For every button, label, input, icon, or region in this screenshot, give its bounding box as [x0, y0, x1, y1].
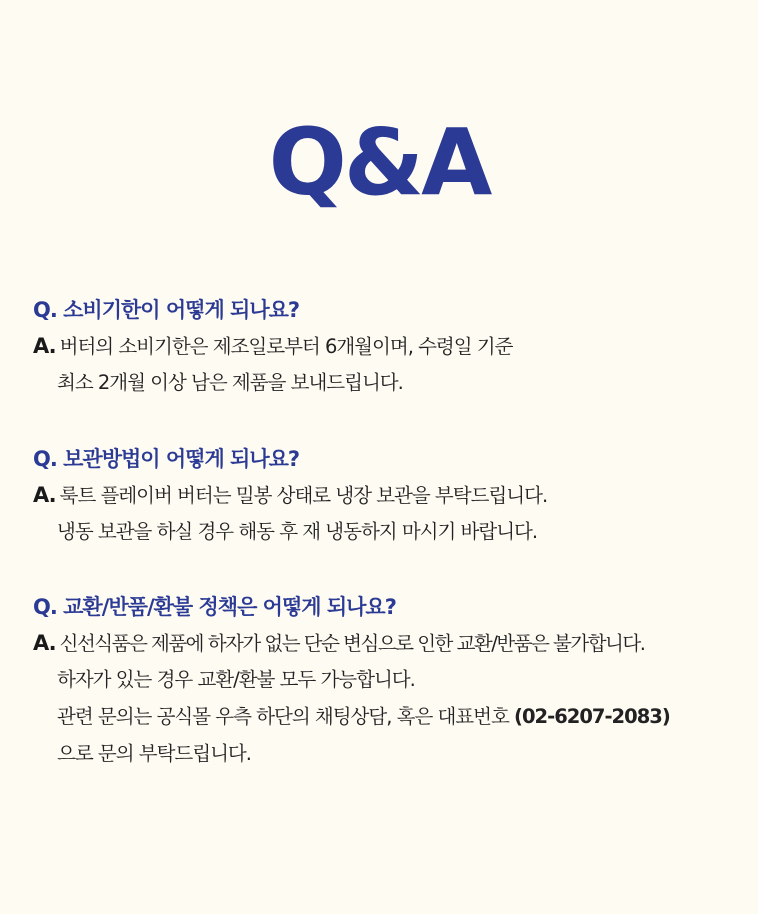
answer-block — [33, 483, 733, 557]
answer-text: 하자가 있는 경우 교환/환불 모두 가능합니다. — [57, 668, 415, 691]
page-title: Q&A — [268, 109, 490, 216]
question-text: Q. 교환/반품/환불 정책은 어떻게 되나요? — [33, 595, 396, 619]
answer-mark: A. — [33, 631, 56, 655]
answer-line — [33, 483, 733, 520]
qa-item-storage — [33, 447, 733, 557]
answer-text: 냉동 보관을 하실 경우 해동 후 재 냉동하지 마시기 바랍니다. — [57, 520, 538, 543]
answer-line — [33, 520, 733, 557]
phone-number: (02-6207-2083) — [514, 705, 670, 728]
answer-line — [33, 742, 733, 779]
answer-text: 최소 2개월 이상 남은 제품을 보내드립니다. — [57, 371, 403, 394]
question-text: Q. 소비기한이 어떻게 되나요? — [33, 298, 300, 322]
qa-item-expiration — [33, 298, 733, 408]
answer-line — [33, 334, 733, 371]
answer-line — [33, 668, 733, 705]
answer-line — [33, 371, 733, 408]
answer-block — [33, 631, 733, 779]
answer-text: 버터의 소비기한은 제조일로부터 6개월이며, 수령일 기준 — [59, 335, 513, 358]
answer-mark: A. — [33, 483, 56, 507]
answer-text: 신선식품은 제품에 하자가 없는 단순 변심으로 인한 교환/반품은 불가합니다. — [59, 632, 645, 655]
answer-text: 룩트 플레이버 버터는 밀봉 상태로 냉장 보관을 부탁드립니다. — [59, 484, 548, 507]
answer-block — [33, 334, 733, 408]
answer-mark: A. — [33, 334, 56, 358]
answer-text: 관련 문의는 공식몰 우측 하단의 채팅상담, 혹은 대표번호 — [57, 705, 509, 728]
answer-text: 으로 문의 부탁드립니다. — [57, 742, 251, 765]
qa-item-refund-policy — [33, 595, 733, 779]
question-text: Q. 보관방법이 어떻게 되나요? — [33, 447, 300, 471]
answer-line — [33, 631, 733, 668]
answer-line — [33, 705, 733, 742]
